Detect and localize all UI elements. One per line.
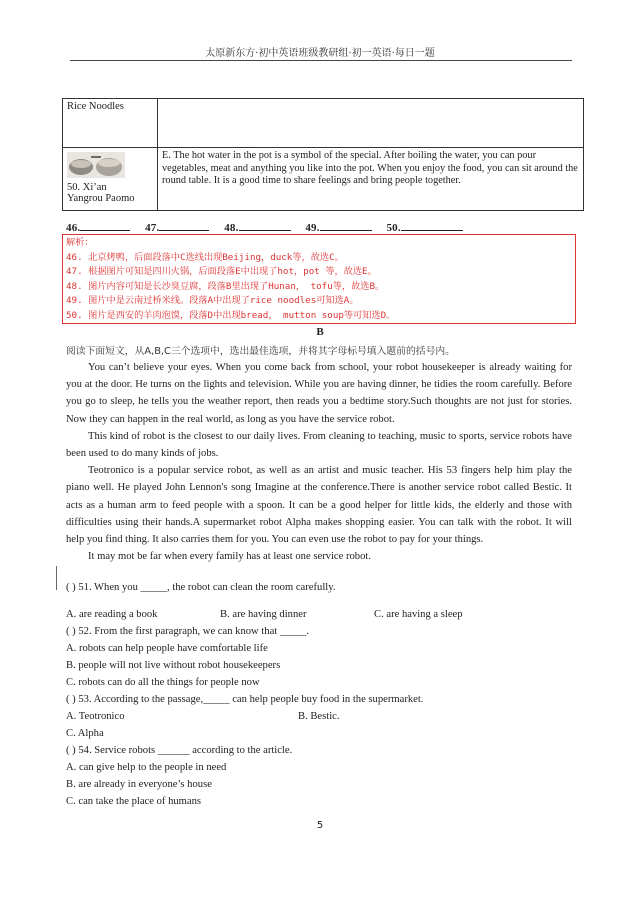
explanation-title: 解析：: [66, 237, 94, 248]
question-stem-52: ( ) 52. From the first paragraph, we can know that _____.: [66, 626, 310, 637]
answer-blank[interactable]: [320, 221, 372, 231]
matching-table: [62, 98, 584, 211]
instruction: 阅读下面短文，从A,B,C三个选项中，选出最佳选项，并将其字母标号填入题前的括号内。: [66, 346, 455, 357]
answer-label: 47.: [145, 222, 160, 234]
food-bowl-icon: [67, 152, 125, 178]
question-stem-51: ( ) 51. When you _____, the robot can clean the room carefully.: [66, 582, 336, 593]
question-option[interactable]: B. are already in everyone’s house: [66, 779, 212, 790]
answer-blank[interactable]: [80, 221, 130, 231]
question-stem-53: ( ) 53. According to the passage,_____ can help people buy food in the supermarket.: [66, 694, 424, 705]
answer-blank[interactable]: [239, 221, 291, 231]
table-cell-desc: E. The hot water in the pot is a symbol of the special. After boiling the water, you can pour vegetables, meat and anything you like into the pot. When you enjoy the food, you can sit around the round table. It is a good time to share feelings and bring people together.: [158, 148, 584, 211]
page-number: 5: [316, 820, 324, 831]
answer-label: 50.: [386, 222, 401, 234]
question-option[interactable]: A. can give help to the people in need: [66, 762, 227, 773]
paragraph: This kind of robot is the closest to our daily lives. From cleaning to teaching, music to sports, service robots have been used to do many kinds of jobs.: [66, 430, 572, 460]
paragraph: It may mot be far when every family has at least one service robot.: [88, 551, 371, 563]
explanation-line: 49. 图片中是云南过桥米线。段落A中出现了rice noodles可知选A。: [66, 295, 359, 307]
question-option[interactable]: A. robots can help people have comfortable life: [66, 643, 268, 654]
answer-blank[interactable]: [159, 221, 209, 231]
question-option[interactable]: C. Alpha: [66, 728, 104, 739]
explanation-box: [62, 234, 576, 324]
answer-blanks: [66, 221, 463, 234]
explanation-line: 47. 根据图片可知是四川火锅，后面段落E中出现了hot，pot 等，故选E。: [66, 266, 377, 278]
label-line-1: 50. Xi’an: [67, 182, 107, 193]
label-line-2: Yangrou Paomo: [67, 193, 135, 204]
answer-label: 46.: [66, 222, 81, 234]
question-option[interactable]: B. are having dinner: [220, 609, 307, 620]
reading-passage: [66, 359, 572, 565]
table-row: [63, 99, 584, 148]
table-cell-label: [63, 148, 158, 211]
question-option[interactable]: B. Bestic.: [298, 711, 340, 722]
header-divider: [70, 60, 572, 61]
answer-label: 48.: [224, 222, 239, 234]
question-option[interactable]: B. people will not live without robot housekeepers: [66, 660, 281, 671]
question-option[interactable]: C. are having a sleep: [374, 609, 463, 620]
table-cell-label: Rice Noodles: [63, 99, 158, 148]
margin-mark: [56, 566, 57, 590]
explanation-line: 50. 图片是西安的羊肉泡馍，段落D中出现bread， mutton soup等可知选D。: [66, 309, 396, 321]
question-option[interactable]: A. Teotronico: [66, 711, 125, 722]
question-option[interactable]: C. robots can do all the things for people now: [66, 677, 260, 688]
table-row: [63, 148, 584, 211]
explanation-line: 48. 图片内容可知是长沙臭豆腐，段落B里出现了Hunan， tofu等，故选B。: [66, 280, 385, 292]
table-cell-desc: [158, 99, 584, 148]
answer-label: 49.: [305, 222, 320, 234]
question-option[interactable]: A. are reading a book: [66, 609, 158, 620]
page-header: 太原新东方·初中英语班级教研组·初一英语·每日一题: [205, 48, 435, 59]
answer-blank[interactable]: [401, 221, 463, 231]
question-stem-54: ( ) 54. Service robots ______ according to the article.: [66, 745, 293, 756]
paragraph: Teotronico is a popular service robot, as well as an artist and music teacher. His 53 fingers help him play the piano well. He played John Lennon's song Imagine at the conference.There is another service robot called Bestic. It acts as a human arm to feed people with a spoon. It can be a good helper for little kids, the elderly and those with difficulties using their hands.A supermarket robot Alpha makes shopping easier. You can talk with the robot. It will help you find thing. It also carries them for you. You can even use the robot to pay for your things.: [66, 465, 572, 546]
question-option[interactable]: C. can take the place of humans: [66, 796, 202, 807]
section-label: B: [316, 326, 324, 338]
paragraph: You can’t believe your eyes. When you come back from school, your robot housekeeper is already waiting for you at the door. He turns on the lights and television. While you are having dinner, he tidies the room carefully. Before you go to sleep, he tells you the weather report, then reads you a bedtime story.Such thoughts are not just for stories. Now they can happen in the real world, as long as you have the service robot.: [66, 362, 572, 425]
explanation-line: 46. 北京烤鸭，后面段落中C选线出现Beijing，duck等，故选C。: [66, 251, 344, 263]
